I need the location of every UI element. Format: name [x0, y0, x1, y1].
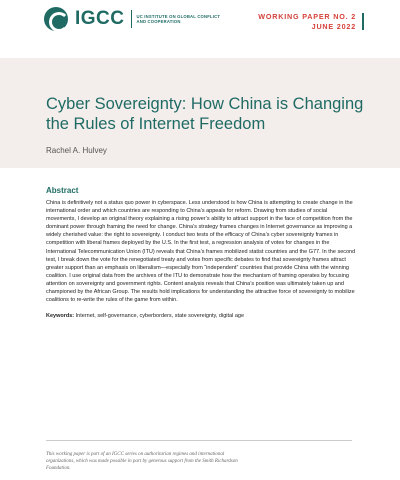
abstract-heading: Abstract	[46, 186, 79, 195]
logo-text: IGCC	[75, 8, 125, 29]
keywords-label: Keywords:	[46, 313, 75, 320]
igcc-logo[interactable]	[44, 6, 244, 32]
keywords-list: Internet, self-governance, cyberborders, state sovereignty, digital age	[75, 313, 245, 320]
paper-author: Rachel A. Hulvey	[46, 146, 107, 155]
footer-divider	[46, 440, 352, 441]
logo-tagline: UC INSTITUTE ON GLOBAL CONFLICT AND COOPERATION	[136, 14, 221, 24]
abstract-body: China is definitively not a status quo power in cyberspace. Less understood is how China is attempting to create change in the international order and which countries are responding to China’s appeals for reform. Drawing from studies of social movements, I develop an original theory explaining a rising power’s ability to attract support in the face of competition from the dominant power through framing the need for change. China’s strategy frames changes in Internet governance as improving a widely cherished value: the right to sovereignty. I conduct two tests of the efficacy of China’s cyber sovereignty frames in competition with liberal frames deployed by the U.S. In the first test, a regression analysis of votes for changes in the International Telecommunication Union (ITU) reveals that China’s frames mobilized statist countries and the G77. In the second test, I break down the vote for the renegotiated treaty and votes from specific debates to find that sovereignty frames attract greater support than an emphasis on liberalism—especially from “independent” countries that provide China with the winning coalition. I use original data from the archives of the ITU to demonstrate how the mechanism of framing operates by focusing attention on sovereignty and government rights. Content analysis reveals that China’s position was ultimately taken up and championed by the African Group. The results hold implications for understanding the attractive force of sovereignty to mobilize coalitions to re-write the rules of the game from within.	[46, 200, 356, 304]
title-band	[0, 58, 400, 168]
footer-note: This working paper is part of an IGCC series on authoritarian regimes and international organizations, which was made possible in part by generous support from the Smith Richardson Foundation.	[46, 452, 238, 471]
keywords-line	[46, 312, 356, 320]
logo-divider	[131, 10, 132, 28]
working-paper-number: WORKING PAPER NO. 2	[258, 12, 356, 21]
accent-bar	[362, 13, 364, 30]
abstract-section	[46, 186, 356, 320]
paper-title: Cyber Sovereignty: How China is Changing the Rules of Internet Freedom	[46, 95, 364, 133]
igcc-logo-icon	[44, 7, 68, 31]
publication-date: JUNE 2022	[311, 22, 356, 31]
page-header	[0, 0, 400, 58]
working-paper-info	[258, 12, 356, 32]
